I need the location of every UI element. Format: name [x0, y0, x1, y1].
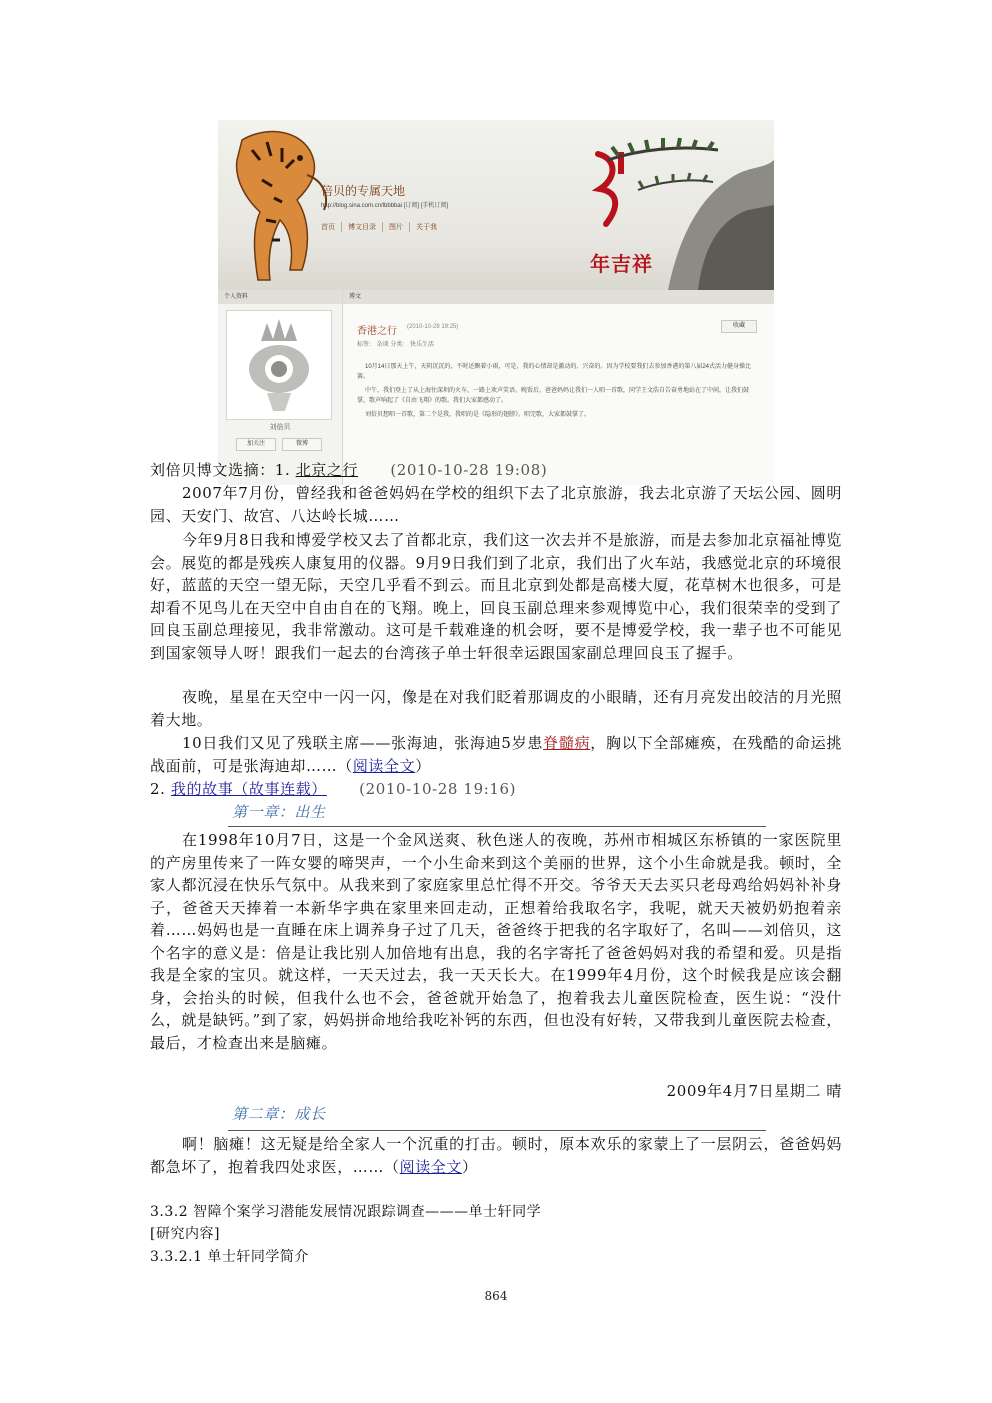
article2-para-1: 在1998年10月7日，这是一个金风送爽、秋色迷人的夜晚，苏州市相城区东桥镇的一家医院里的产房里传来了一阵女婴的啼哭声，一个小生命来到这个美丽的世界，这个小生命就是我。顿时，全家人都沉浸在快乐气氛中。从我来到了家庭家里总忙得不开交。爷爷天天去买只老母鸡给妈妈补补身子，爸爸天天捧着一本新华字典在家里来回走动，正想着给我取名字，我呢，就天天被奶奶抱着亲着……妈妈也是一直睡在床上调养身子过了几天，爸爸终于把我的名字取好了，名叫——刘倍贝，这个名字的意义是：倍是让我比别人加倍地有出息，我的名字寄托了爸爸妈妈对我的希望和爱。贝是指我是全家的宝贝。就这样，一天天过去，我一天天长大。在1999年4月份，这个时候我是应该会翻身，会抬头的时候，但我什么也不会，爸爸就开始急了，抱着我去儿童医院检查，医生说：“没什么，就是缺钙。”到了家，妈妈拼命地给我吃补钙的东西，但也没有好转，又带我到儿童医院去检查，最后，才检查出来是脑瘫。: [150, 831, 842, 1052]
chapter-1-divider: [228, 826, 766, 827]
article2-title-link[interactable]: 我的故事（故事连载）: [170, 780, 327, 798]
article2-heading: [150, 778, 516, 801]
blog-title[interactable]: 倍贝的专属天地: [321, 184, 406, 198]
sina-eye-icon: [227, 311, 331, 419]
article1-heading: [150, 459, 547, 482]
article1-para-1: 2007年7月份，曾经我和爸爸妈妈在学校的组织下去了北京旅游，我去北京游了天坛公园、圆明园、天安门、故宫、八达岭长城……: [150, 484, 842, 525]
chapter-2-divider: [228, 1130, 766, 1131]
follow-button[interactable]: 加关注: [236, 438, 276, 451]
profile-panel: [218, 290, 343, 485]
article1-para-4: [150, 732, 842, 777]
article2-para-2: [150, 1133, 842, 1178]
subsection-title: 3.3.2.1 单士轩同学简介: [150, 1249, 309, 1265]
weibo-button[interactable]: 微博: [282, 438, 322, 451]
nav-about[interactable]: 关于我: [409, 222, 443, 232]
spinal-disease-link[interactable]: 脊髓病: [543, 734, 591, 752]
article1-para-4-rest: ，胸以下全部瘫痪，在残酷的命运挑战面前，可是张海迪却……（: [150, 734, 842, 775]
pine-rock-painting: [548, 120, 774, 290]
article2-date: (2010-10-28 19:16): [359, 780, 517, 798]
blog-nav: [321, 222, 443, 232]
blog-banner: [218, 120, 774, 290]
nav-articles[interactable]: 博文目录: [341, 222, 382, 232]
new-year-greeting: 年吉祥: [590, 252, 653, 276]
close-paren: ）: [415, 756, 431, 775]
blog-url[interactable]: http://blog.sina.com.cn/lbbbbai [订阅] [手机订阅]: [321, 203, 449, 209]
read-more-link-1[interactable]: 阅读全文: [352, 756, 416, 775]
diary-date: 2009年4月7日星期二 晴: [666, 1082, 842, 1100]
research-content-label: [研究内容]: [150, 1226, 220, 1242]
article2-para-2-text: 啊！脑瘫！这无疑是给全家人一个沉重的打击。顿时，原本欢乐的家蒙上了一层阴云，爸爸妈妈都急坏了，抱着我四处求医，……（: [150, 1135, 842, 1176]
article1-para-4-text: 10日我们又见了残联主席——张海迪，张海迪5岁患: [182, 734, 544, 752]
profile-name[interactable]: 刘倍贝: [269, 424, 291, 431]
close-paren: ）: [462, 1157, 478, 1176]
read-more-link-2[interactable]: 阅读全文: [399, 1157, 463, 1176]
post-panel-header: 博文: [343, 290, 774, 304]
post-paragraph: 中午，我们登上了从上海往深圳的火车，一路上欢声笑语。晚饭后，爸爸妈妈让我们一人唱一首歌，同学王文浩自告奋勇地站在了中间，让我们鼓掌，歌声响起了《自由飞翔》的歌。我们大家都感动了。: [357, 388, 750, 404]
blog-screenshot: [218, 120, 774, 485]
post-date: (2010-10-28 19:25): [407, 324, 459, 330]
article1-title-link[interactable]: 北京之行: [295, 461, 359, 479]
section-title: 3.3.2 智障个案学习潜能发展情况跟踪调查———单士轩同学: [150, 1204, 542, 1220]
collect-button[interactable]: 收藏: [721, 320, 757, 333]
post-title[interactable]: 香港之行: [357, 326, 397, 337]
post-body: [357, 362, 757, 424]
article1-para-2: 今年9月8日我和博爱学校又去了首都北京，我们这一次去并不是旅游，而是去参加北京福祉博览会。展览的都是残疾人康复用的仪器。9月9日我们到了北京，我们出了火车站，我感觉北京的环境很好，蓝蓝的天空一望无际，天空几乎看不到云。而且北京到处都是高楼大厦，花草树木也很多，可是却看不见鸟儿在天空中自由自在的飞翔。晚上，回良玉副总理来参观博览中心，我们很荣幸的受到了回良玉副总理接见，我非常激动。这可是千载难逢的机会呀，要不是博爱学校，我一辈子也不可能见到国家领导人呀！跟我们一起去的台湾孩子单士轩很幸运跟国家副总理回良玉了握手。: [150, 531, 842, 662]
post-tags: 标签： 杂谈 分类： 快乐生活: [357, 342, 435, 348]
article1-date: (2010-10-28 19:08): [390, 461, 548, 479]
article2-number: 2.: [150, 780, 171, 798]
chapter-1-title: 第一章：出生: [232, 803, 326, 821]
nav-photos[interactable]: 图片: [382, 222, 409, 232]
article1-para-3: 夜晚，星星在天空中一闪一闪，像是在对我们眨着那调皮的小眼睛，还有月亮发出皎洁的月光照着大地。: [150, 688, 842, 729]
article1-heading-prefix: 刘倍贝博文选摘：1.: [150, 461, 296, 479]
nav-home[interactable]: 首页: [321, 224, 335, 231]
post-paragraph: 刘倍贝想唱一首歌，第二个是我，我唱的是《隐形的翅膀》。唱完歌，大家都鼓掌了。: [365, 412, 591, 418]
post-panel: [343, 290, 774, 485]
profile-header: 个人资料: [218, 290, 342, 304]
page-number: 864: [484, 1289, 508, 1303]
avatar[interactable]: [226, 310, 332, 420]
chapter-2-title: 第二章：成长: [232, 1105, 326, 1123]
post-paragraph: 10月14日那天上午，天阴沉沉的，不时还飘着小雨，可是，我的心情却是激动的、兴奋的。因为学校要我们去参加香港的第八届24式活力健身操比赛。: [357, 364, 752, 380]
